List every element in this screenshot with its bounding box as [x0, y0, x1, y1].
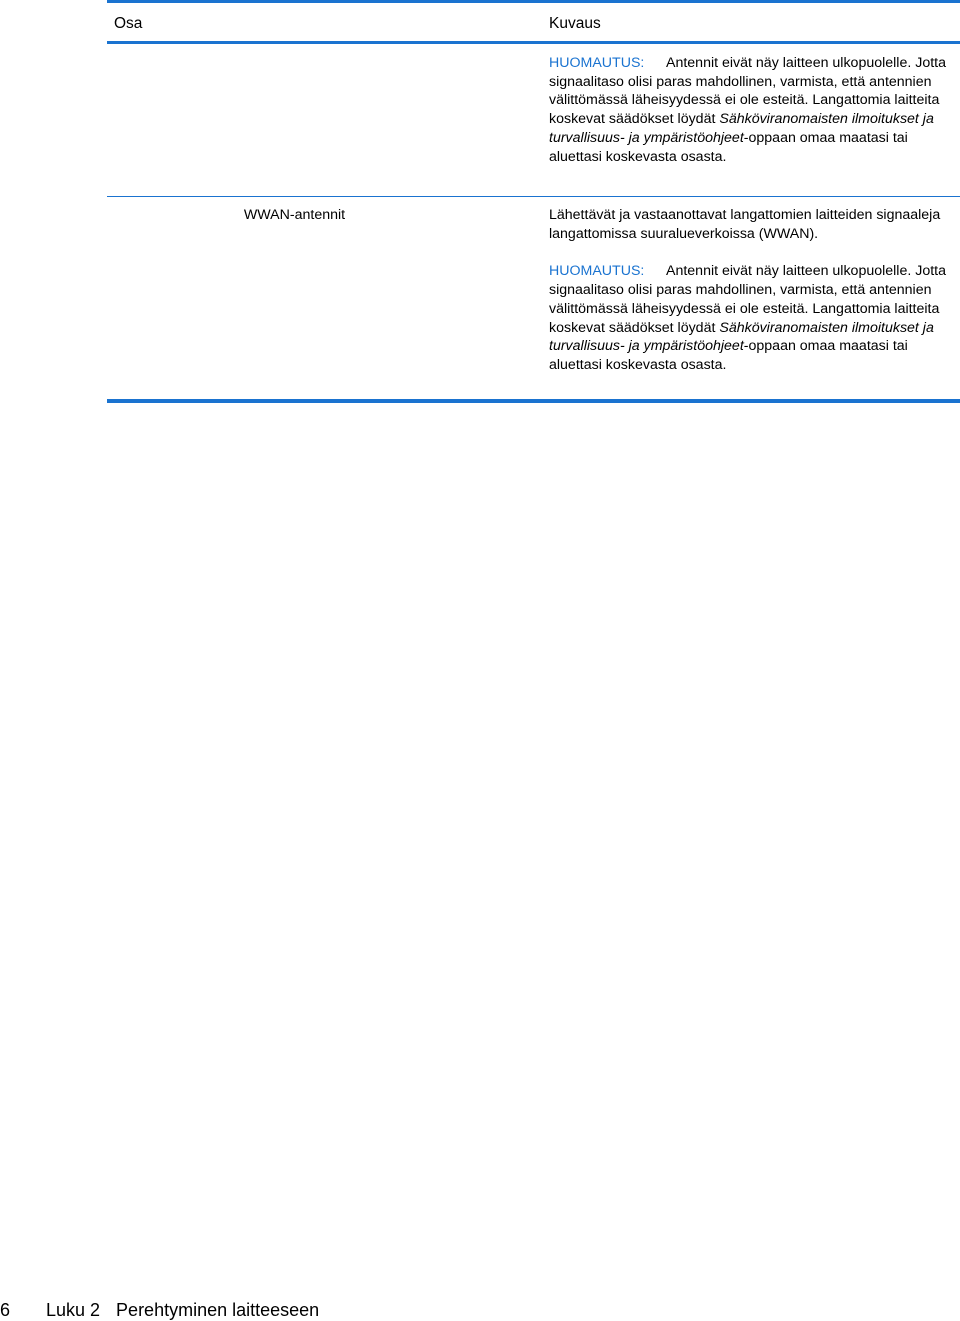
part-cell: WWAN-antennit — [243, 207, 346, 223]
note-label: HUOMAUTUS: — [549, 55, 645, 71]
description-text: Lähettävät ja vastaanottavat langattomien laitteiden signaaleja langattomissa suuralueverkoissa (WWAN). — [549, 207, 941, 242]
guide-title: Sähköviranomaisten ilmoitukset ja turvallisuus- ja ympäristöohjeet — [549, 319, 934, 355]
page-number: 6 — [0, 1300, 11, 1320]
chapter-title: Perehtyminen laitteeseen — [116, 1300, 320, 1320]
guide-title: Sähköviranomaisten ilmoitukset ja turvallisuus- ja ympäristöohjeet — [549, 111, 934, 146]
note — [549, 54, 949, 166]
note-text: Jotta signaalitaso olisi paras mahdollinen, varmista, että antennien välittömässä läheisyydessä ei ole esteitä. Langattomia laitteita koskevat säädökset löydät — [549, 55, 947, 128]
note-text: Jotta signaalitaso olisi paras mahdollinen, varmista, että antennien välittömässä läheisyydessä ei ole esteitä. Langattomia laitteita koskevat säädökset löydät — [549, 263, 947, 336]
column-header-description: Kuvaus — [549, 15, 601, 32]
note-text: Antennit eivät näy laitteen ulkopuolelle. — [666, 263, 912, 280]
column-header-part: Osa — [114, 15, 143, 32]
note-label: HUOMAUTUS: — [549, 263, 645, 280]
note-text: -oppaan omaa maatasi tai aluettasi koskevasta osasta. — [549, 129, 908, 165]
page-footer — [0, 1299, 319, 1321]
component-table — [107, 0, 960, 403]
description-cell — [549, 54, 949, 166]
note — [549, 262, 949, 374]
note-text: Antennit eivät näy laitteen ulkopuolelle. — [666, 55, 912, 71]
chapter-number: Luku 2 — [46, 1300, 101, 1320]
table-header-row — [107, 3, 960, 44]
table-row — [107, 197, 960, 403]
table-row — [107, 44, 960, 197]
description-cell — [549, 206, 949, 375]
note-text: -oppaan omaa maatasi tai aluettasi koskevasta osasta. — [549, 338, 908, 373]
